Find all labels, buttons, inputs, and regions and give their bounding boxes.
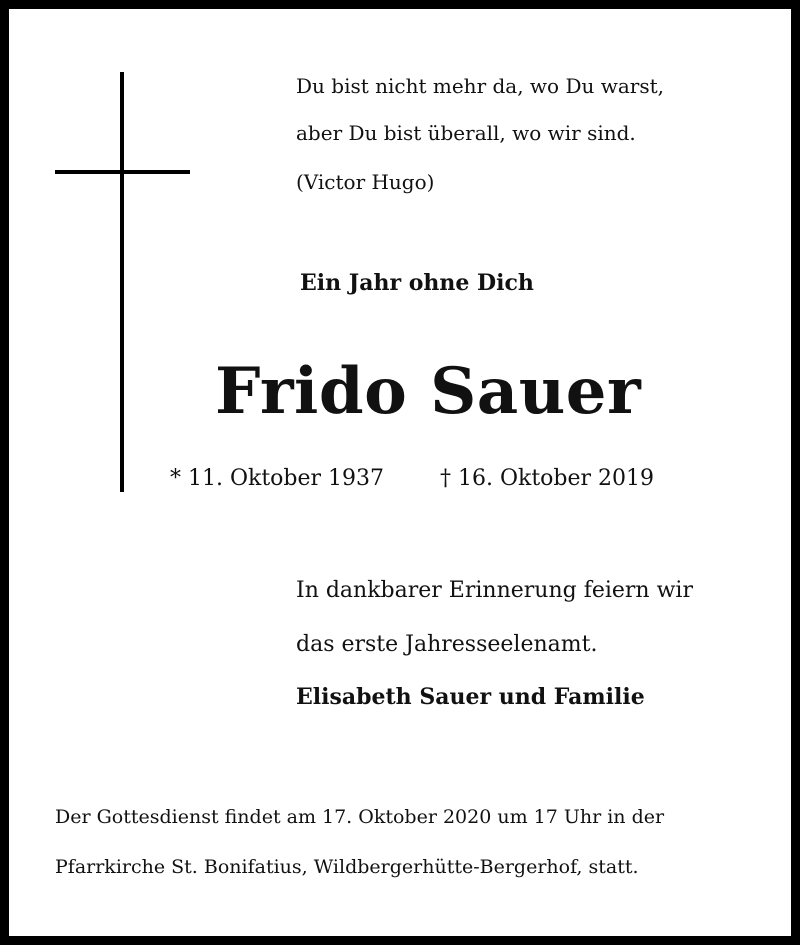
subtitle: Ein Jahr ohne Dich [300,270,534,296]
message-line-1: In dankbarer Erinnerung feiern wir [296,578,693,603]
birth-date: * 11. Oktober 1937 [170,466,385,491]
death-date: † 16. Oktober 2019 [440,466,655,491]
service-line-2: Pfarrkirche St. Bonifatius, Wildbergerhütte-Bergerhof, statt. [55,856,639,878]
cross-horizontal-bar [55,170,190,174]
service-line-1: Der Gottesdienst findet am 17. Oktober 2020 um 17 Uhr in der [55,806,665,828]
cross-vertical-bar [120,72,124,492]
quote-line-2: aber Du bist überall, wo wir sind. [296,121,636,145]
signer: Elisabeth Sauer und Familie [296,684,645,710]
quote-author: (Victor Hugo) [296,170,435,194]
quote-line-1: Du bist nicht mehr da, wo Du warst, [296,74,664,98]
message-line-2: das erste Jahresseelenamt. [296,632,598,657]
deceased-name: Frido Sauer [215,354,642,429]
